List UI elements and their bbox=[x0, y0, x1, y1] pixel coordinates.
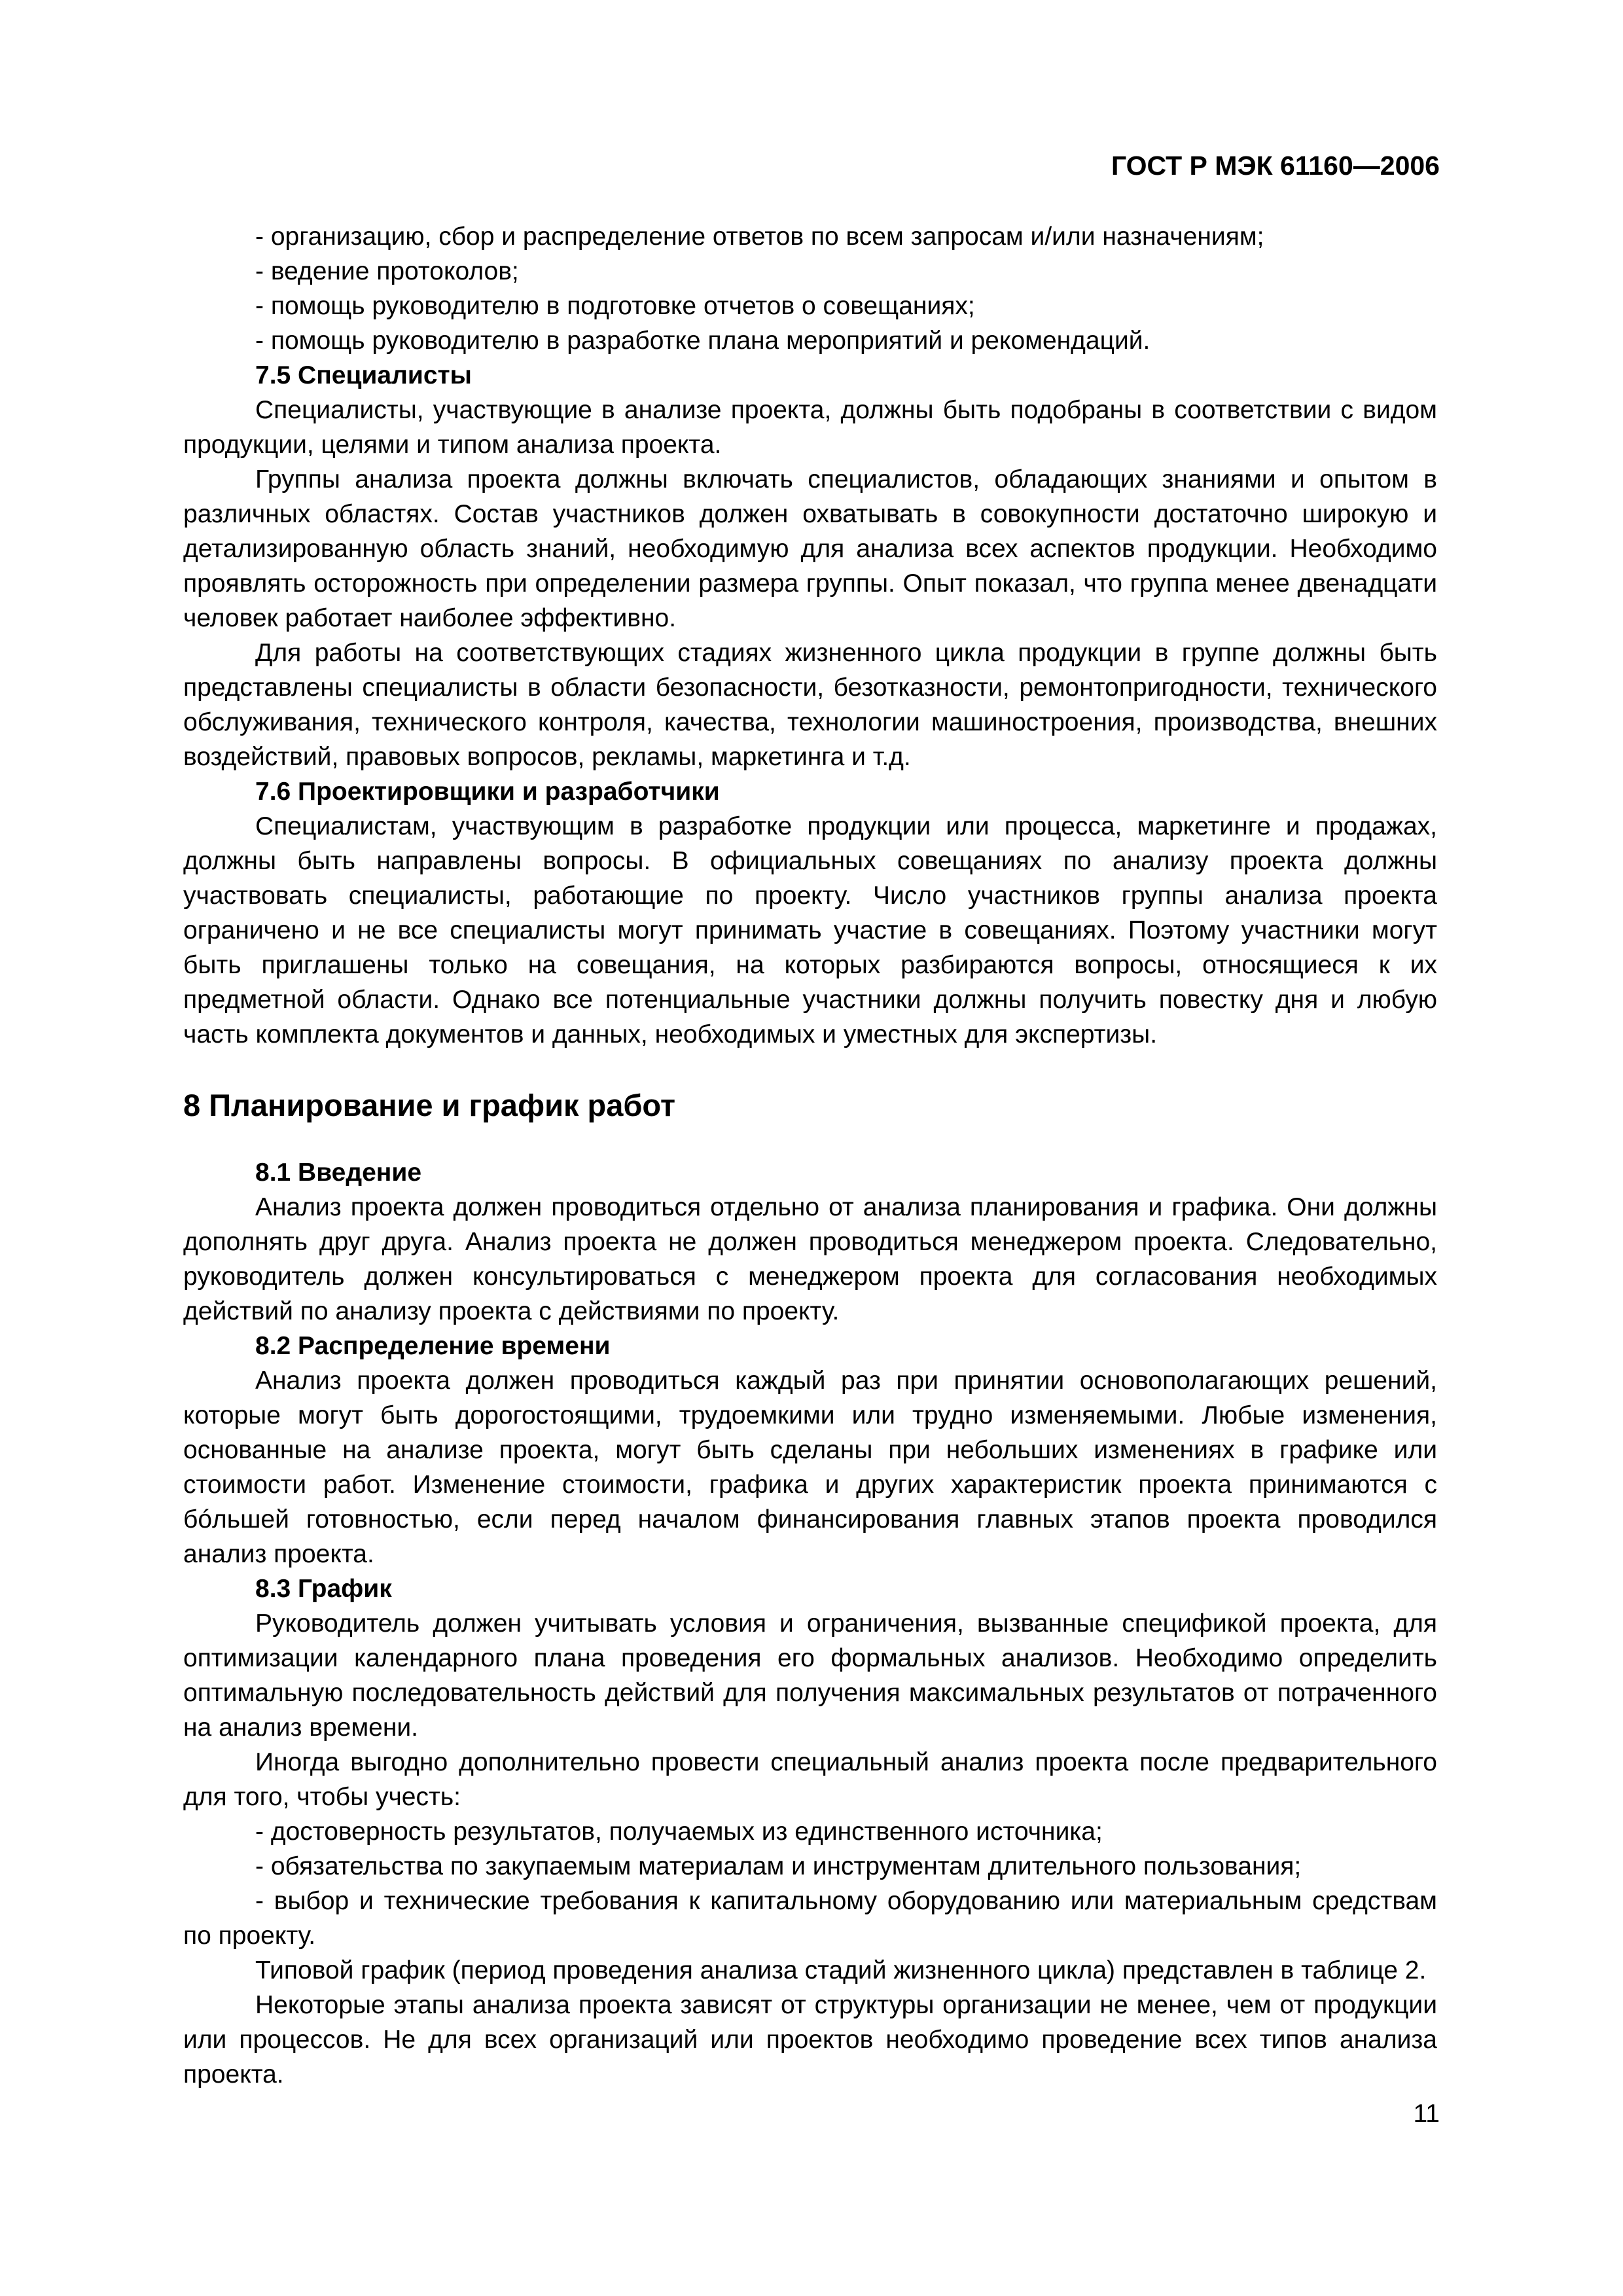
page-number: 11 bbox=[1413, 2100, 1440, 2128]
list-item: - ведение протоколов; bbox=[255, 257, 519, 285]
document-body bbox=[183, 219, 1437, 2092]
list-item: - достоверность результатов, получаемых из единственного источника; bbox=[255, 1818, 1103, 1846]
list-item: - помощь руководителю в подготовке отчетов о совещаниях; bbox=[255, 292, 975, 320]
paragraph: Некоторые этапы анализа проекта зависят от структуры организации не менее, чем от продукции или процессов. Не для всех организаций или проектов необходимо проведение всех типов анализа проекта. bbox=[183, 1991, 1437, 2089]
subsection-heading-7-5: 7.5 Специалисты bbox=[255, 361, 472, 389]
paragraph: Для работы на соответствующих стадиях жизненного цикла продукции в группе должны быть представлены специалисты в области безопасности, безотказности, ремонтопригодности, технического обслуживания, технического контроля, качества, технологии машиностроения, производства, внешних воздействий, правовых вопросов, рекламы, маркетинга и т.д. bbox=[183, 639, 1437, 771]
paragraph: Группы анализа проекта должны включать специалистов, обладающих знаниями и опытом в различных областях. Состав участников должен охватывать в совокупности достаточно широкую и детализированную область знаний, необходимую для анализа всех аспектов продукции. Необходимо проявлять осторожность при определении размера группы. Опыт показал, что группа менее двенадцати человек работает наиболее эффективно. bbox=[183, 465, 1437, 632]
section-heading-8: 8 Планирование и график работ bbox=[183, 1088, 675, 1122]
paragraph: Анализ проекта должен проводиться каждый раз при принятии основополагающих решений, которые могут быть дорогостоящими, трудоемкими или трудно изменяемыми. Любые изменения, основанные на анализе проекта, могут быть сделаны при небольших изменениях в графике или стоимости работ. Изменение стоимости, графика и других характеристик проекта принимаются с бóльшей готовностью, если перед началом финансирования главных этапов проекта проводился анализ проекта. bbox=[183, 1367, 1437, 1568]
paragraph: Специалистам, участвующим в разработке продукции или процесса, маркетинге и продажах, должны быть направлены вопросы. В официальных совещаниях по анализу проекта должны участвовать специалисты, работающие по проекту. Число участников группы анализа проекта ограничено и не все специалисты могут принимать участие в совещаниях. Поэтому участники могут быть приглашены только на совещания, на которых разбираются вопросы, относящиеся к их предметной области. Однако все потенциальные участники должны получить повестку дня и любую часть комплекта документов и данных, необходимых и уместных для экспертизы. bbox=[183, 812, 1437, 1049]
paragraph: Руководитель должен учитывать условия и ограничения, вызванные спецификой проекта, для оптимизации календарного плана проведения его формальных анализов. Необходимо определить оптимальную последовательность действий для получения максимальных результатов от потраченного на анализ времени. bbox=[183, 1609, 1437, 1742]
subsection-heading-8-3: 8.3 График bbox=[255, 1575, 392, 1603]
list-item: - организацию, сбор и распределение ответов по всем запросам и/или назначениям; bbox=[255, 223, 1264, 251]
list-item: - выбор и технические требования к капитальному оборудованию или материальным средствам по проекту. bbox=[183, 1887, 1437, 1950]
paragraph: Типовой график (период проведения анализа стадий жизненного цикла) представлен в таблице 2. bbox=[255, 1956, 1427, 1984]
paragraph: Специалисты, участвующие в анализе проекта, должны быть подобраны в соответствии с видом продукции, целями и типом анализа проекта. bbox=[183, 396, 1437, 459]
subsection-heading-8-2: 8.2 Распределение времени bbox=[255, 1332, 611, 1360]
subsection-heading-7-6: 7.6 Проектировщики и разработчики bbox=[255, 778, 720, 806]
subsection-heading-8-1: 8.1 Введение bbox=[255, 1158, 422, 1187]
paragraph: Анализ проекта должен проводиться отдельно от анализа планирования и графика. Они должны дополнять друг друга. Анализ проекта не должен проводиться менеджером проекта. Следовательно, руководитель должен консультироваться с менеджером проекта для согласования необходимых действий по анализу проекта с действиями по проекту. bbox=[183, 1193, 1437, 1325]
document-id-header: ГОСТ Р МЭК 61160—2006 bbox=[1111, 151, 1440, 181]
list-item: - обязательства по закупаемым материалам и инструментам длительного пользования; bbox=[255, 1852, 1302, 1880]
list-item: - помощь руководителю в разработке плана мероприятий и рекомендаций. bbox=[255, 327, 1150, 355]
paragraph: Иногда выгодно дополнительно провести специальный анализ проекта после предварительного для того, чтобы учесть: bbox=[183, 1748, 1437, 1811]
